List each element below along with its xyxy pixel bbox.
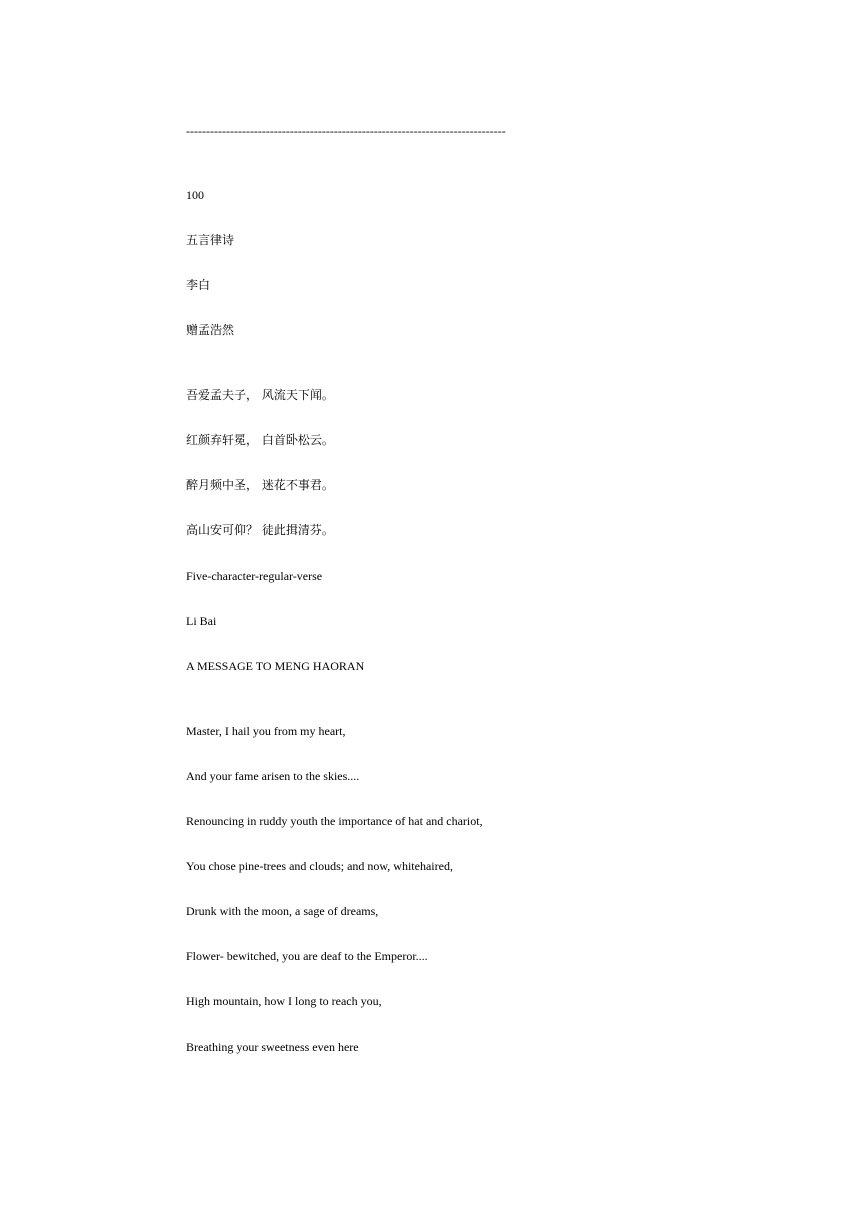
chinese-poem-line: 吾爱孟夫子， 风流天下闻。 [186, 388, 334, 402]
chinese-poem-line: 醉月频中圣， 迷花不事君。 [186, 478, 334, 492]
english-poem-line: Renouncing in ruddy youth the importance of hat and chariot, [186, 814, 483, 828]
english-poem-line: And your fame arisen to the skies.... [186, 769, 360, 783]
english-poem-line: Master, I hail you from my heart, [186, 724, 346, 738]
english-poem-line: Drunk with the moon, a sage of dreams, [186, 904, 379, 918]
chinese-title: 赠孟浩然 [186, 323, 235, 337]
chinese-verse-form: 五言律诗 [186, 233, 235, 247]
chinese-poem-line: 红颜弃轩冕， 白首卧松云。 [186, 433, 334, 447]
english-poem-line: You chose pine-trees and clouds; and now, whitehaired, [186, 859, 453, 873]
english-poem-line: Flower- bewitched, you are deaf to the Emperor.... [186, 949, 428, 963]
separator-line: -------------------------------------------------------------------------------- [186, 124, 506, 138]
chinese-author: 李白 [186, 278, 211, 292]
english-author: Li Bai [186, 614, 217, 628]
english-poem-line: High mountain, how I long to reach you, [186, 994, 382, 1008]
english-verse-form: Five-character-regular-verse [186, 569, 323, 583]
poem-number: 100 [186, 188, 204, 202]
chinese-poem-line: 高山安可仰？ 徒此揖清芬。 [186, 523, 334, 537]
english-title: A MESSAGE TO MENG HAORAN [186, 659, 365, 673]
english-poem-line: Breathing your sweetness even here [186, 1040, 359, 1054]
